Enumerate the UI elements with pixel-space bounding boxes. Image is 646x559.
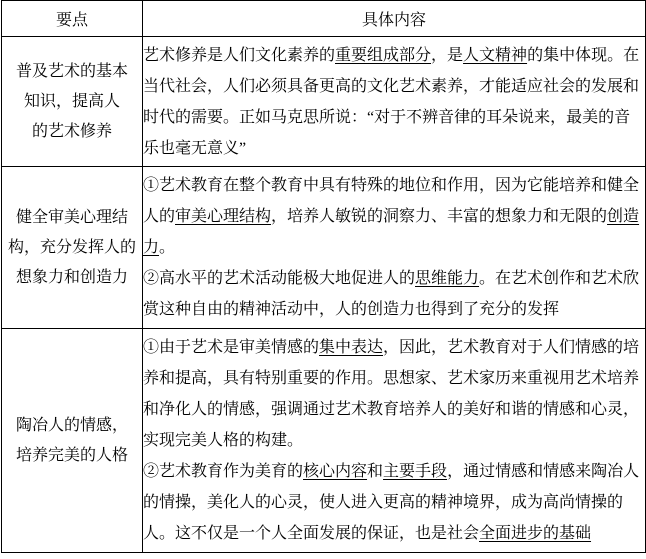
content-paragraph [143, 456, 645, 549]
content-text: ，因此，艺术教育对于人们情感的培养和提高，具有特别重要的作用。思想家、艺术家历来重视用艺术培养和净化人的情感，强调通过艺术教育培养人的美好和谐的情感和心灵，实现完美人格的构建。 [143, 339, 640, 449]
content-text: 。在艺术创作和艺术欣赏这种自由的精神活动中，人的创造力也得到了充分的发挥 [143, 270, 640, 318]
underlined-term: 创造力 [143, 208, 640, 256]
underlined-term: 重要组成部分 [335, 46, 432, 64]
header-content: 具体内容 [143, 1, 646, 37]
header-point: 要点 [2, 1, 143, 37]
row-label-line: 健全审美心理结 [15, 208, 128, 226]
content-paragraph [143, 263, 645, 325]
underlined-term: 审美心理结构 [175, 208, 272, 225]
row-label-line: 培养完美的人格 [15, 446, 128, 464]
content-text: 。 [159, 239, 176, 256]
row-label-line: 陶冶人的情感， [15, 416, 128, 434]
content-text: ，是 [431, 46, 464, 64]
content-text: ①艺术教育在整个教育中具有特殊的地位和作用，因为它能培养和健全人的 [143, 177, 640, 225]
content-text: 的集中体现。在当代社会，人们必须具备更高的文化艺术素养，才能适应社会的发展和时代的需要。正如马克思所说：“对于不辨音律的耳朵说来，最美的音乐也毫无意义” [143, 46, 640, 157]
row-label-cell [2, 167, 143, 329]
row-label-line: 构，充分发挥人的 [7, 238, 136, 256]
underlined-term: 集中表达 [319, 339, 384, 356]
row-label-cell [2, 329, 143, 553]
content-paragraph [143, 170, 645, 263]
row-content-cell [143, 329, 646, 553]
row-label-cell [2, 37, 143, 167]
row-label-line: 想象力和创造力 [15, 268, 128, 286]
content-text: ，通过情感和情感来陶冶人的情操，美化人的心灵，使人进入更高的精神境界，成为高尚情操的人。这不仅是一个人全面发展的保证，也是社会 [143, 463, 640, 542]
table-row [2, 37, 646, 167]
row-content-cell [143, 37, 646, 167]
content-text: 艺术修养是人们文化素养的 [143, 46, 336, 64]
underlined-term: 思维能力 [415, 270, 480, 287]
content-text: ②高水平的艺术活动能极大地促进人的 [143, 270, 416, 287]
underlined-term: 核心内容 [303, 463, 368, 480]
content-text: ，培养人敏锐的洞察力、丰富的想象力和无限的 [271, 208, 608, 225]
row-label-line: 的艺术修养 [31, 122, 112, 140]
table-body [2, 37, 646, 553]
row-label-line: 普及艺术的基本 [15, 62, 128, 80]
content-text: 和 [367, 463, 384, 480]
row-content-cell [143, 167, 646, 329]
content-text: ②艺术教育作为美育的 [143, 463, 304, 480]
table-row [2, 329, 646, 553]
table-header-row [2, 1, 646, 37]
underlined-term: 全面进步的基础 [479, 525, 592, 542]
content-text: ①由于艺术是审美情感的 [143, 339, 320, 356]
table-row [2, 167, 646, 329]
row-label-line: 知识，提高人 [23, 92, 120, 110]
content-paragraph [143, 332, 645, 456]
content-paragraph [143, 40, 645, 164]
content-table [1, 0, 646, 553]
underlined-term: 主要手段 [383, 463, 448, 480]
underlined-term: 人文精神 [463, 46, 528, 64]
